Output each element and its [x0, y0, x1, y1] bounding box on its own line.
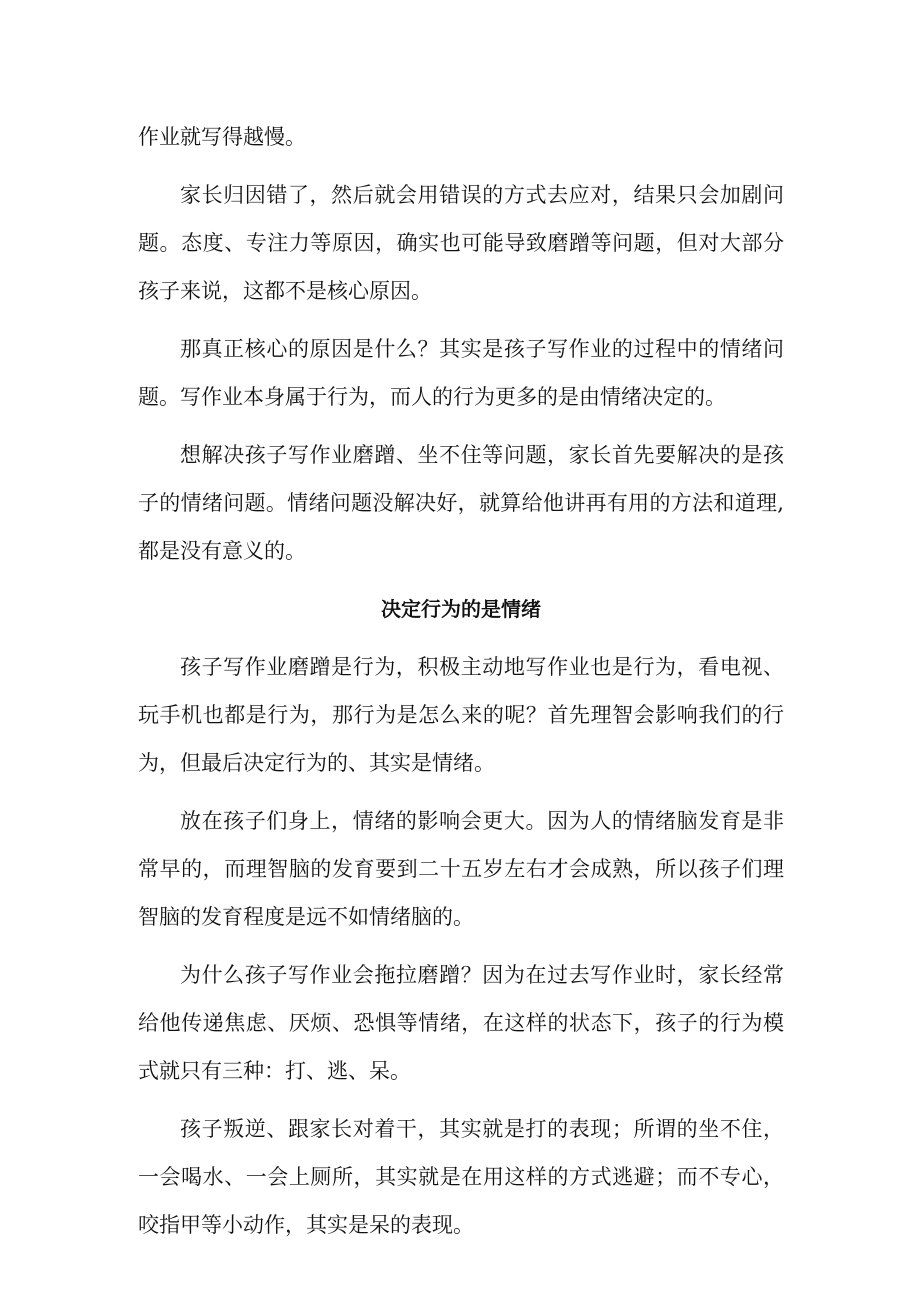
paragraph-behavior-origin: 孩子写作业磨蹭是行为，积极主动地写作业也是行为，看电视、玩手机也都是行为，那行为是怎么来的呢？首先理智会影响我们的行为，但最后决定行为的、其实是情绪。 [138, 655, 784, 775]
paragraph-fight-flight-freeze: 为什么孩子写作业会拖拉磨蹭？因为在过去写作业时，家长经常给他传递焦虑、厌烦、恐惧等情绪，在这样的状态下，孩子的行为模式就只有三种：打、逃、呆。 [138, 963, 784, 1083]
paragraph-emotion-brain: 放在孩子们身上，情绪的影响会更大。因为人的情绪脑发育是非常早的，而理智脑的发育要到二十五岁左右才会成熟，所以孩子们理智脑的发育程度是远不如情绪脑的。 [138, 809, 784, 929]
section-heading: 决定行为的是情绪 [381, 597, 541, 621]
paragraph-behavior-examples: 孩子叛逆、跟家长对着干，其实就是打的表现；所谓的坐不住，一会喝水、一会上厕所，其实就是在用这样的方式逃避；而不专心，咬指甲等小动作，其实是呆的表现。 [138, 1117, 784, 1237]
paragraph-solve-emotion: 想解决孩子写作业磨蹭、坐不住等问题，家长首先要解决的是孩子的情绪问题。情绪问题没解决好，就算给他讲再有用的方法和道理,都是没有意义的。 [138, 443, 784, 563]
paragraph-misattribution: 家长归因错了，然后就会用错误的方式去应对，结果只会加剧问题。态度、专注力等原因，确实也可能导致磨蹭等问题，但对大部分孩子来说，这都不是核心原因。 [138, 183, 784, 303]
document-body [138, 113, 784, 1259]
paragraph-core-reason: 那真正核心的原因是什么？其实是孩子写作业的过程中的情绪问题。写作业本身属于行为，而人的行为更多的是由情绪决定的。 [138, 337, 784, 409]
paragraph-continuation: 作业就写得越慢。 [138, 125, 306, 149]
